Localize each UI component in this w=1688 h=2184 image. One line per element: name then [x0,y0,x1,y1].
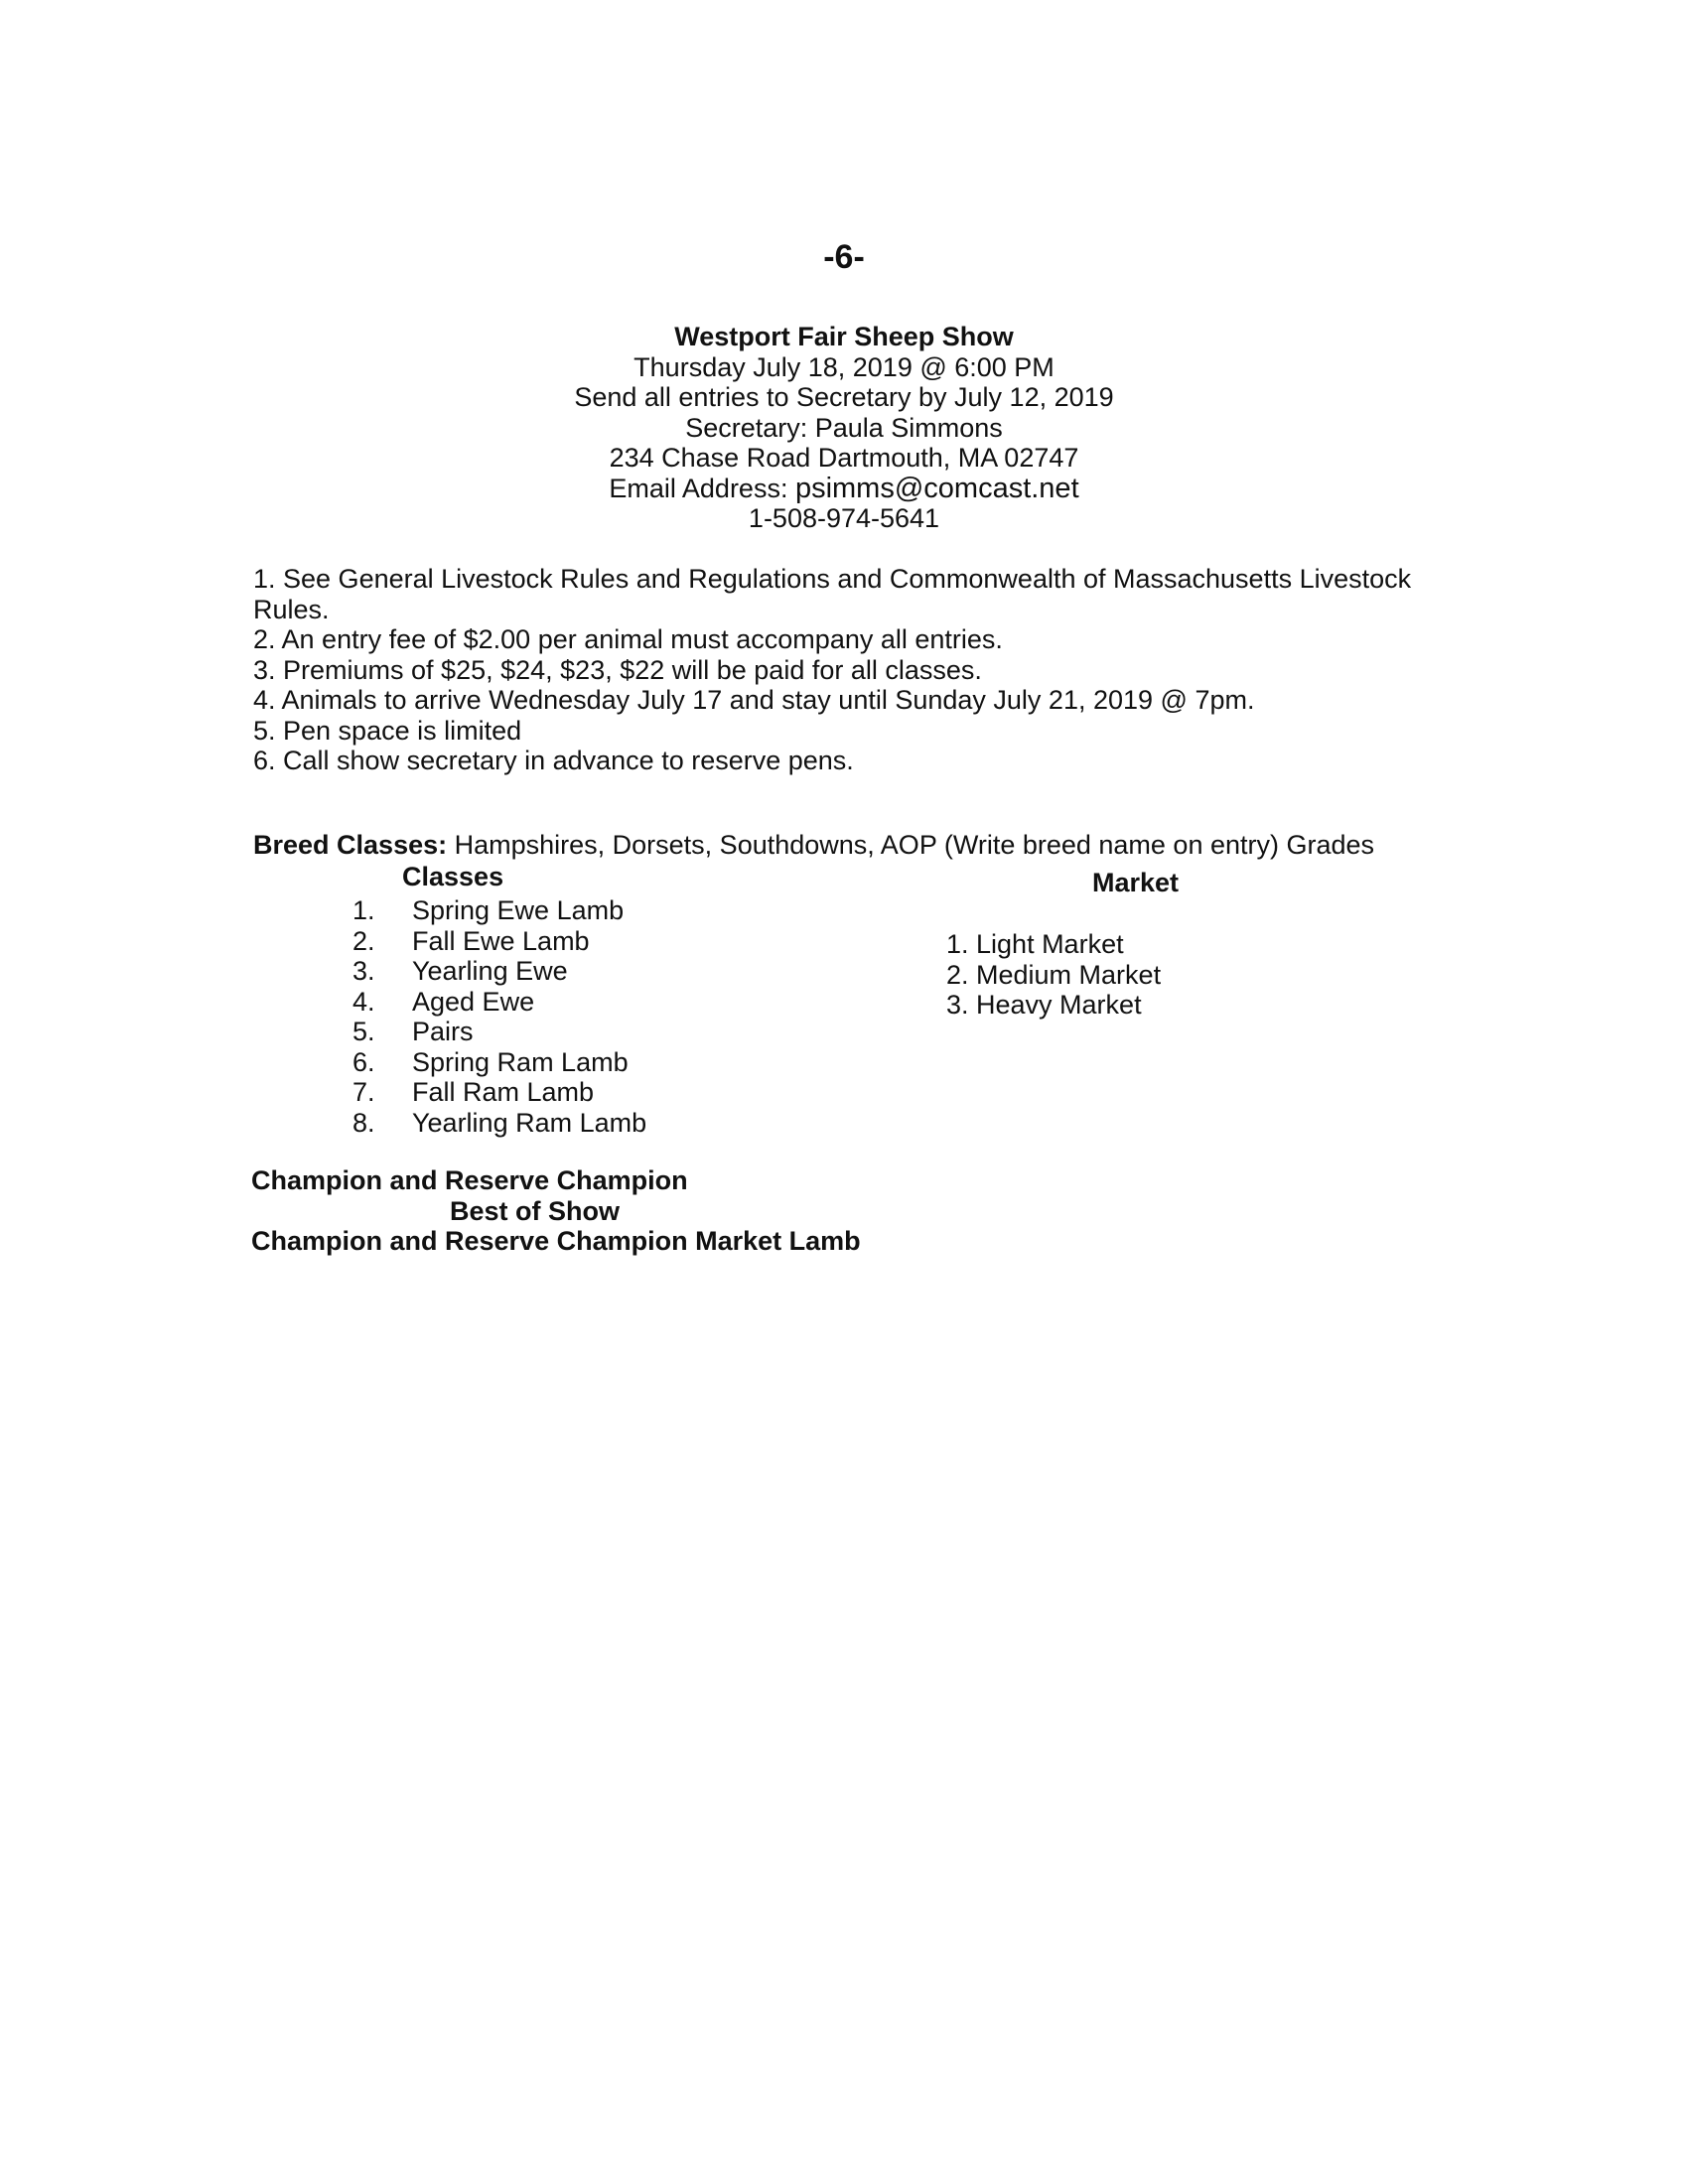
market-item: 1. Light Market [946,929,1124,959]
class-name: Spring Ewe Lamb [412,895,625,925]
class-name: Pairs [412,1017,474,1046]
market-list [946,929,1161,1021]
breed-classes-line [253,830,1374,861]
rule-item: 4. Animals to arrive Wednesday July 17 and stay until Sunday July 21, 2019 @ 7pm. [253,685,1255,715]
class-name: Aged Ewe [412,986,535,1017]
entries-deadline: Send all entries to Secretary by July 12, 2019 [574,382,1114,412]
market-heading: Market [1092,868,1180,897]
list-number: 5. [352,1017,375,1046]
champion-award: Champion and Reserve Champion [251,1165,688,1195]
page-number: -6- [823,238,865,276]
classes-list [352,895,646,1138]
list-item [352,1047,646,1078]
market-item: 2. Medium Market [946,959,1162,990]
phone-number: 1-508-974-5641 [748,503,940,533]
rules-list [253,564,1445,776]
market-champion-award: Champion and Reserve Champion Market Lamb [251,1226,861,1256]
email-value: psimms@comcast.net [794,472,1079,504]
breed-classes-label: Breed Classes: [253,830,448,860]
list-number: 6. [352,1046,375,1077]
breed-classes-text: Hampshires, Dorsets, Southdowns, AOP (Write breed name on entry) Grades [447,830,1375,860]
class-name: Fall Ram Lamb [412,1077,595,1107]
secretary-name: Secretary: Paula Simmons [685,412,1003,443]
list-item [352,987,646,1018]
rule-item: 3. Premiums of $25, $24, $23, $22 will be paid for all classes. [253,654,982,685]
rule-item: 6. Call show secretary in advance to reserve pens. [253,746,854,775]
list-item [352,926,646,957]
rule-item: 2. An entry fee of $2.00 per animal must accompany all entries. [253,624,1003,654]
list-item [352,1077,646,1108]
class-name: Spring Ram Lamb [412,1046,629,1077]
classes-heading: Classes [402,862,504,891]
list-number: 7. [352,1077,375,1107]
list-item [352,1108,646,1139]
list-number: 1. [352,895,375,925]
email-line [0,474,1688,504]
awards-section [251,1165,861,1257]
best-of-show-award: Best of Show [450,1195,621,1226]
show-date-time: Thursday July 18, 2019 @ 6:00 PM [633,351,1055,382]
class-name: Fall Ewe Lamb [412,925,590,956]
class-name: Yearling Ewe [412,956,568,986]
show-title: Westport Fair Sheep Show [674,322,1014,351]
list-item [352,895,646,926]
list-number: 8. [352,1107,375,1138]
show-header [0,322,1688,534]
market-item: 3. Heavy Market [946,990,1142,1020]
list-number: 3. [352,956,375,986]
rule-item: 1. See General Livestock Rules and Regulations and Commonwealth of Massachusetts Livestock Rules. [253,564,1412,624]
list-item [352,1017,646,1047]
list-item [352,956,646,987]
email-label: Email Address: [609,473,795,503]
class-name: Yearling Ram Lamb [412,1107,647,1138]
list-number: 2. [352,925,375,956]
secretary-address: 234 Chase Road Dartmouth, MA 02747 [609,443,1079,473]
rule-item: 5. Pen space is limited [253,715,522,746]
list-number: 4. [352,986,375,1017]
